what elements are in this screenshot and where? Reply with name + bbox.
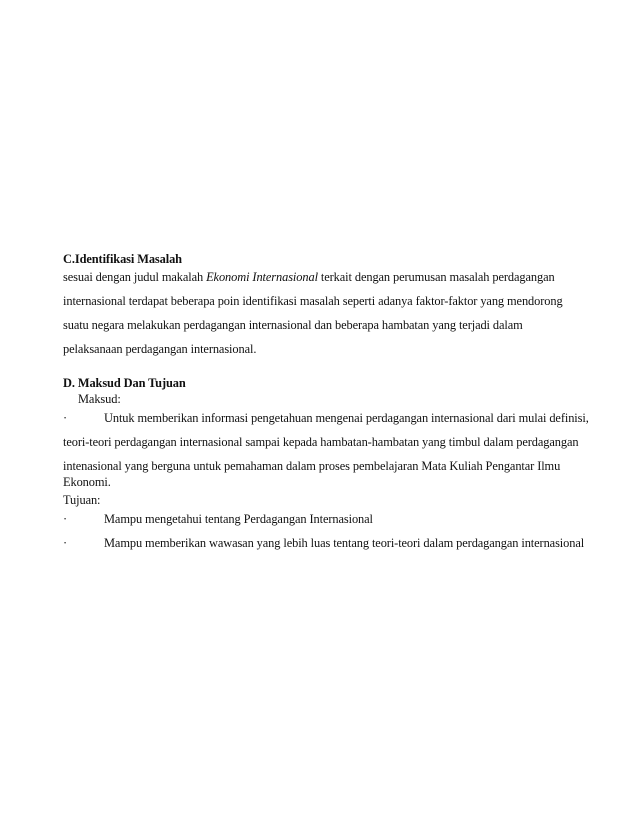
tujuan-label: Tujuan: [63, 493, 101, 507]
maksud-line-3: intenasional yang berguna untuk pemahaman dalam proses pembelajaran Mata Kuliah Pengantar Ilmu [63, 459, 561, 473]
tujuan-bullet-symbol-1: · [63, 512, 68, 526]
section-c-line-2: internasional terdapat beberapa poin identifikasi masalah seperti adanya faktor-faktor yang mendorong [63, 294, 563, 308]
section-c-line-1-pre: sesuai dengan judul makalah [63, 270, 207, 284]
maksud-line-2: teori-teori perdagangan internasional sampai kepada hambatan-hambatan yang timbul dalam perdagangan [63, 435, 579, 449]
section-c-line-4: pelaksanaan perdagangan internasional. [63, 342, 257, 356]
tujuan-item-2: Mampu memberikan wawasan yang lebih luas tentang teori-teori dalam perdagangan internasional [104, 536, 585, 550]
section-c-heading: C.Identifikasi Masalah [63, 252, 182, 266]
section-d-heading: D. Maksud Dan Tujuan [63, 376, 186, 390]
section-c-line-1-italic: Ekonomi Internasional [206, 270, 318, 284]
section-c-line-1 [63, 269, 555, 285]
maksud-line-4: Ekonomi. [63, 475, 111, 489]
maksud-line-1: Untuk memberikan informasi pengetahuan mengenai perdagangan internasional dari mulai definisi, [104, 411, 589, 425]
section-c-line-1-post: terkait dengan perumusan masalah perdagangan [317, 270, 555, 284]
tujuan-item-1: Mampu mengetahui tentang Perdagangan Internasional [104, 512, 373, 526]
maksud-bullet-symbol: · [63, 411, 68, 425]
maksud-label: Maksud: [78, 392, 121, 406]
section-c-line-3: suatu negara melakukan perdagangan internasional dan beberapa hambatan yang terjadi dalam [63, 318, 523, 332]
tujuan-bullet-symbol-2: · [63, 536, 68, 550]
